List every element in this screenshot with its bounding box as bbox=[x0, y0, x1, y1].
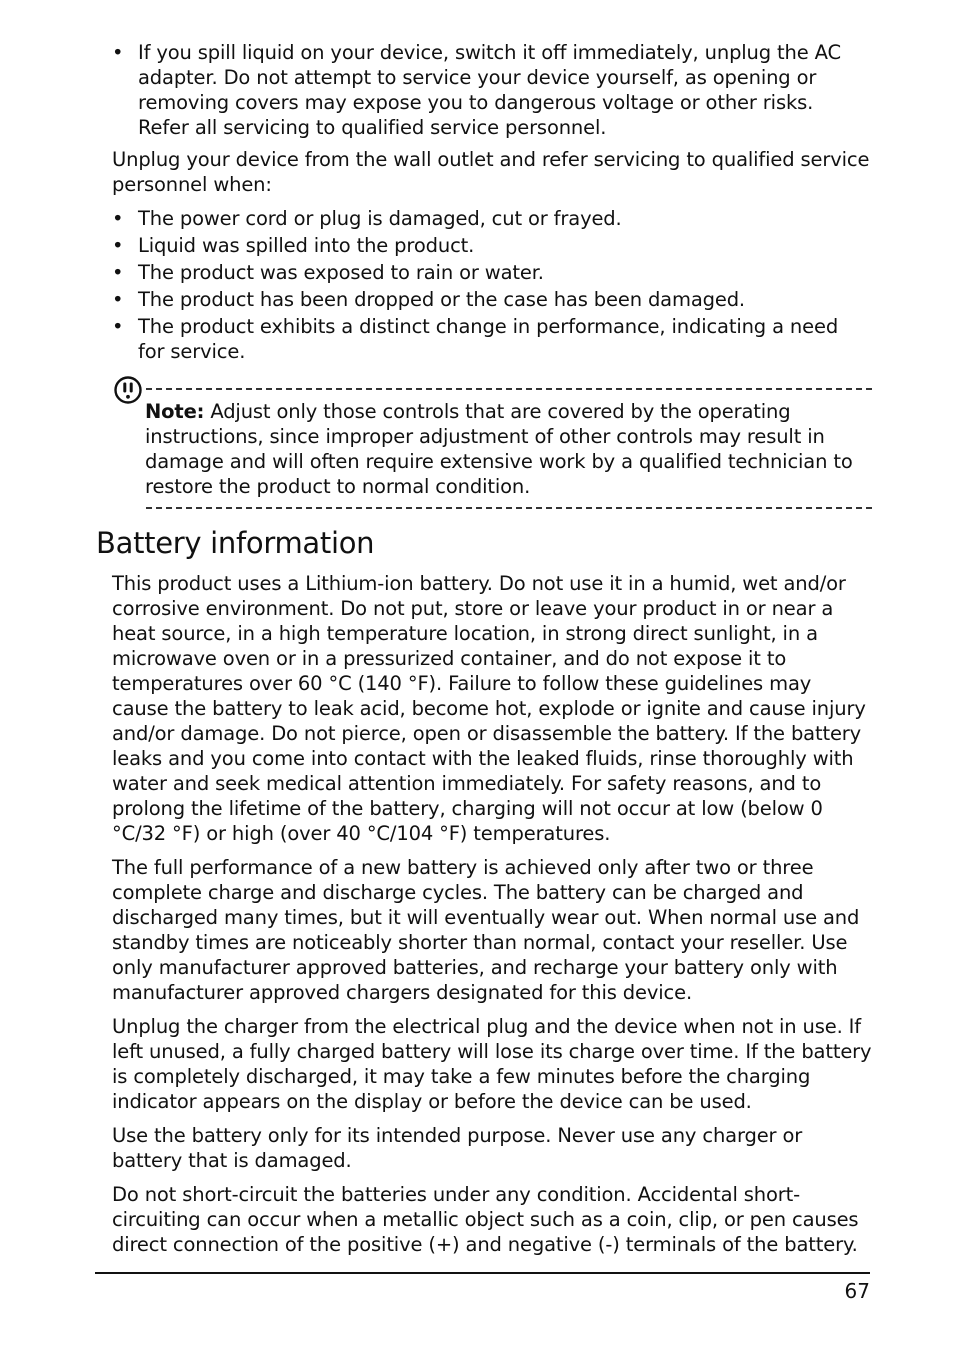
battery-paragraph: This product uses a Lithium-ion battery. Do not use it in a humid, wet and/or corrosive environment. Do not put, store or leave your product in or near a heat source, in a high temperature location, in strong direct sunlight, in a microwave oven or in a pressurized container, and do not expose it to temperatures over 60 °C (140 °F). Failure to follow these guidelines may cause the battery to leak acid, become hot, explode or ignite and cause injury and/or damage. Do not pierce, open or disassemble the battery. If the battery leaks and you come into contact with the leaked fluids, rinse thoroughly with water and seek medical attention immediately. For safety reasons, and to prolong the lifetime of the battery, charging will not occur at low (below 0 °C/32 °F) or high (over 40 °C/104 °F) temperatures. bbox=[112, 572, 866, 845]
list-item-text: If you spill liquid on your device, switch it off immediately, unplug the AC adapter. Do not attempt to service your device yourself, as opening or removing covers may expose you to dangerous voltage or other risks. Refer all servicing to qualified service personnel. bbox=[138, 41, 841, 139]
note-text: Adjust only those controls that are covered by the operating instructions, since improper adjustment of other controls may result in damage and will often require extensive work by a qualified technician to restore the product to normal condition. bbox=[145, 400, 853, 498]
list-item-text: The product exhibits a distinct change in performance, indicating a need for service. bbox=[138, 315, 839, 363]
footer-rule bbox=[95, 1272, 870, 1274]
section-heading: Battery information bbox=[96, 526, 375, 560]
list-item-text: The product has been dropped or the case has been damaged. bbox=[138, 288, 745, 311]
bullet-icon: • bbox=[112, 288, 124, 311]
battery-paragraph: The full performance of a new battery is achieved only after two or three complete charge and discharge cycles. The battery can be charged and discharged many times, but it will eventually wear out. When normal use and standby times are noticeably shorter than normal, contact your reseller. Use only manufacturer approved batteries, and recharge your battery only with manufacturer approved chargers designated for this device. bbox=[112, 856, 860, 1004]
service-intro-paragraph: Unplug your device from the wall outlet and refer servicing to qualified service personnel when: bbox=[112, 148, 870, 196]
battery-paragraph: Unplug the charger from the electrical plug and the device when not in use. If left unused, a fully charged battery will lose its charge over time. If the battery is completely discharged, it may take a few minutes before the charging indicator appears on the display or before the device can be used. bbox=[112, 1015, 872, 1113]
list-item bbox=[112, 287, 852, 312]
list-item-text: Liquid was spilled into the product. bbox=[138, 234, 475, 257]
list-item bbox=[112, 40, 852, 140]
bullet-list-service-conditions bbox=[112, 206, 852, 366]
bullet-icon: • bbox=[112, 41, 124, 64]
battery-paragraph: Do not short-circuit the batteries under any condition. Accidental short-circuiting can occur when a metallic object such as a coin, clip, or pen causes direct connection of the positive (+) and negative (-) terminals of the battery. bbox=[112, 1183, 859, 1256]
note-divider-top bbox=[146, 388, 872, 390]
list-item bbox=[112, 233, 852, 258]
note-label: Note: bbox=[145, 400, 205, 423]
battery-paragraph: Use the battery only for its intended purpose. Never use any charger or battery that is damaged. bbox=[112, 1124, 803, 1172]
bullet-icon: • bbox=[112, 261, 124, 284]
list-item bbox=[112, 260, 852, 285]
page-number: 67 bbox=[844, 1279, 870, 1303]
list-item-text: The product was exposed to rain or water. bbox=[138, 261, 544, 284]
bullet-list-spill bbox=[112, 40, 852, 140]
note-callout bbox=[145, 399, 865, 499]
bullet-icon: • bbox=[112, 207, 124, 230]
list-item-text: The power cord or plug is damaged, cut or frayed. bbox=[138, 207, 622, 230]
note-divider-bottom bbox=[146, 507, 872, 509]
bullet-icon: • bbox=[112, 315, 124, 338]
list-item bbox=[112, 206, 852, 231]
warning-circle-icon bbox=[113, 375, 143, 405]
list-item bbox=[112, 314, 852, 364]
bullet-icon: • bbox=[112, 234, 124, 257]
